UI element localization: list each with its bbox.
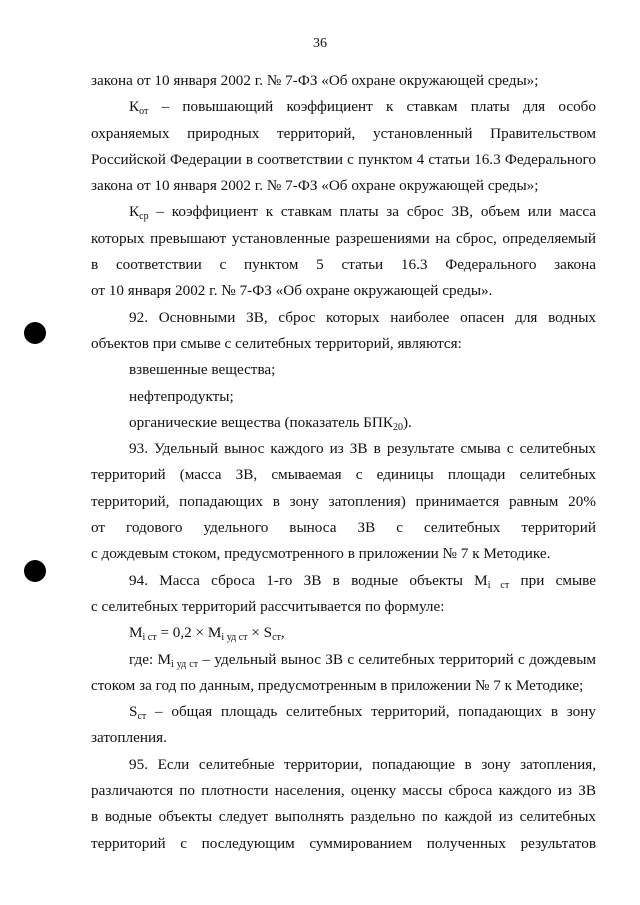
punch-hole-mark — [24, 560, 46, 582]
paragraph-92-line: 92. Основными ЗВ, сброс которых наиболее опасен для водных — [129, 308, 596, 326]
text-line: в водные объекты следует выполнять раздельно по каждой из селитебных — [91, 808, 596, 826]
text: – удельный вынос ЗВ с селитебных территорий с дождевым — [198, 650, 597, 668]
text-line: которых превышают установленные разрешениями на сброс, определяемый — [91, 229, 596, 247]
text-line: от 10 января 2002 г. № 7-ФЗ «Об охране окружающей среды». — [91, 282, 493, 300]
text: – повышающий коэффициент к ставкам платы для особо — [148, 98, 596, 116]
text-line: с дождевым стоком, предусмотренного в приложении № 7 к Методике. — [91, 545, 551, 563]
text-line: объектов при смыве с селитебных территорий, являются: — [91, 334, 462, 352]
subscript: i уд ст — [171, 658, 199, 670]
text-line: с селитебных территорий рассчитывается по формуле: — [91, 597, 445, 615]
text: 94. Масса сброса 1-го ЗВ в водные объекты M — [129, 571, 488, 589]
definition-line — [91, 647, 596, 673]
definition-line — [91, 699, 596, 725]
subscript: ст — [137, 711, 147, 723]
subscript: ст — [272, 632, 281, 644]
text: × S — [247, 624, 273, 642]
symbol: К — [129, 203, 140, 221]
text-line: охраняемых природных территорий, установленный Правительством — [91, 124, 596, 142]
text: где: M — [129, 650, 171, 668]
text: = 0,2 × M — [156, 624, 222, 642]
symbol: S — [129, 703, 138, 721]
punch-hole-mark — [24, 322, 46, 344]
document-body — [91, 68, 596, 857]
text-line: в соответствии с пунктом 5 статьи 16.3 Федерального закона — [91, 256, 596, 274]
text-line: закона от 10 января 2002 г. № 7-ФЗ «Об охране окружающей среды»; — [91, 72, 539, 89]
subscript: 20 — [393, 421, 403, 433]
text-line: территорий (масса ЗВ, смываемая с единицы площади селитебных — [91, 466, 596, 484]
paragraph-95-line: 95. Если селитебные территории, попадающие в зону затопления, — [129, 755, 596, 773]
coefficient-kot-line — [91, 94, 596, 120]
list-item: нефтепродукты; — [129, 387, 234, 405]
list-item: взвешенные вещества; — [129, 361, 276, 379]
text: при смыве — [509, 571, 596, 589]
paragraph-93-line: 93. Удельный вынос каждого из ЗВ в результате смыва с селитебных — [129, 440, 596, 458]
text: органические вещества (показатель БПК — [129, 413, 393, 431]
text: – общая площадь селитебных территорий, попадающих в зону — [146, 703, 596, 721]
text-line: от годового удельного выноса ЗВ с селитебных территорий — [91, 519, 596, 537]
text-line: территорий, попадающих в зону затопления) принимается равным 20% — [91, 492, 596, 510]
text-line: закона от 10 января 2002 г. № 7-ФЗ «Об охране окружающей среды»; — [91, 177, 539, 195]
text: – коэффициент к ставкам платы за сброс ЗВ, объем или масса — [148, 203, 596, 221]
text-line: затопления. — [91, 729, 167, 747]
subscript: i уд ст — [221, 632, 248, 644]
page-number: 36 — [313, 36, 327, 51]
symbol: К — [129, 98, 140, 116]
symbol: M — [129, 624, 143, 642]
text-line: Российской Федерации в соответствии с пунктом 4 статьи 16.3 Федерального — [91, 150, 596, 168]
subscript: от — [139, 106, 149, 118]
list-item — [91, 410, 596, 436]
coefficient-ksr-line — [91, 199, 596, 225]
subscript: ср — [139, 211, 149, 223]
text: , — [280, 624, 285, 642]
subscript: i ст — [142, 632, 157, 644]
text-line: различаются по плотности населения, оценку массы сброса каждого из ЗВ — [91, 782, 596, 800]
paragraph-94-line — [91, 568, 596, 594]
subscript: i ст — [487, 579, 510, 591]
text: ). — [403, 413, 412, 431]
text-line: территорий с последующим суммированием полученных результатов — [91, 834, 596, 852]
text-line: стоком за год по данным, предусмотренным в приложении № 7 к Методике; — [91, 676, 584, 694]
formula — [91, 620, 596, 646]
